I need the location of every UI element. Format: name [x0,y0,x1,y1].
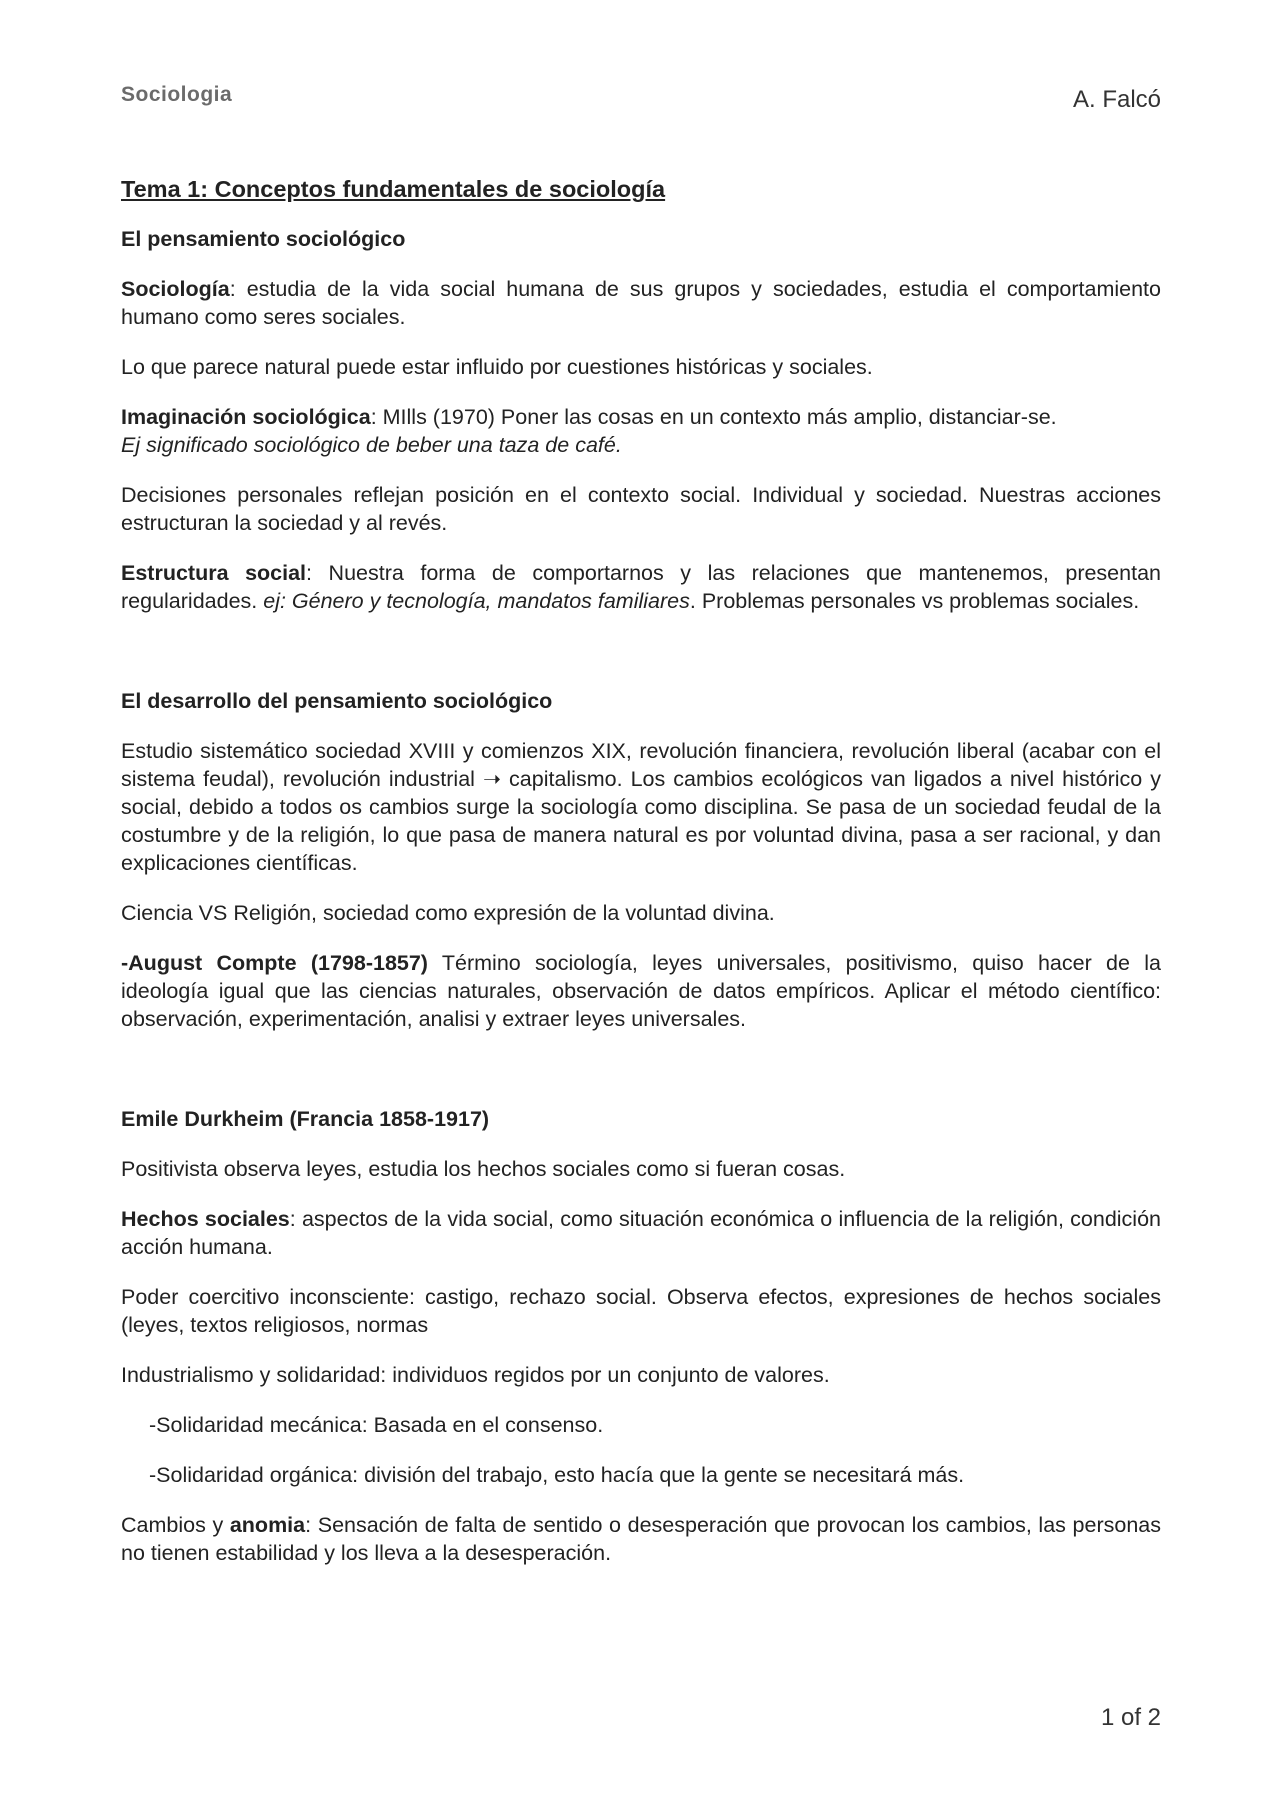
section-spacer [121,1055,1161,1105]
definition-text: : estudia de la vida social humana de sus grupos y sociedades, estudia el comportamiento humano como seres sociales. [121,277,1161,329]
example-text: ej: Género y tecnología, mandatos familiares [263,589,690,613]
term-hechos: Hechos sociales [121,1207,290,1231]
term-estructura: Estructura social [121,561,307,585]
paragraph-ciencia: Ciencia VS Religión, sociedad como expresión de la voluntad divina. [121,901,775,925]
term-anomia: anomia [229,1513,306,1537]
definition-tail: . Problemas personales vs problemas sociales. [689,589,1140,613]
paragraph-hechos [121,1205,1161,1261]
paragraph-estructura [121,559,1161,615]
paragraph-poder: Poder coercitivo inconsciente: castigo, rechazo social. Observa efectos, expresiones de hechos sociales (leyes, textos religiosos, normas [121,1285,1161,1337]
definition-text: Término sociología, leyes universales, positivismo, quiso hacer de la ideología igual que las ciencias naturales, observación de datos empíricos. Aplicar el método científico: observación, experimentación, analisi y extraer leyes universales. [121,951,1161,1031]
paragraph-positivista: Positivista observa leyes, estudia los hechos sociales como si fueran cosas. [121,1157,846,1181]
paragraph-decisiones: Decisiones personales reflejan posición en el contexto social. Individual y sociedad. Nuestras acciones estructuran la sociedad y al revés. [121,483,1161,535]
example-text: Ej significado sociológico de beber una taza de café. [121,433,622,457]
definition-text: : Nuestra forma de comportarnos y las relaciones que mantenemos, presentan regularidades. [121,561,1161,613]
list-item-organica: -Solidaridad orgánica: división del trabajo, esto hacía que la gente se necesitará más. [149,1463,965,1487]
section-heading-durkheim: Emile Durkheim (Francia 1858-1917) [121,1107,490,1131]
header-subject: Sociologia [121,83,233,106]
paragraph-compte [121,949,1161,1033]
page-number: 1 of 2 [1100,1704,1161,1731]
paragraph-estudio: Estudio sistemático sociedad XVIII y comienzos XIX, revolución financiera, revolución liberal (acabar con el sistema feudal), revolución industrial ➝ capitalismo. Los cambios ecológicos van ligados a nivel histórico y social, debido a todos os cambios surge la sociología como disciplina. Se pasa de un sociedad feudal de la costumbre y de la religión, lo que pasa de manera natural es por voluntad divina, pasa a ser racional, y dan explicaciones científicas. [121,739,1161,875]
section-heading-pensamiento: El pensamiento sociológico [121,227,406,251]
term-imaginacion: Imaginación sociológica [121,405,371,429]
definition-text: : MIlls (1970) Poner las cosas en un contexto más amplio, distanciar-se. [370,405,1057,429]
term-compte: -August Compte (1798-1857) [121,951,428,975]
term-sociologia: Sociología [121,277,230,301]
definition-text: : Sensación de falta de sentido o desesperación que provocan los cambios, las personas no tienen estabilidad y los lleva a la desesperación. [121,1513,1161,1565]
document-title: Tema 1: Conceptos fundamentales de sociología [121,176,666,202]
document-body [121,175,1161,1589]
section-spacer [121,637,1161,687]
lead-text: Cambios y [121,1513,230,1537]
list-item-mecanica: -Solidaridad mecánica: Basada en el consenso. [149,1413,604,1437]
section-heading-desarrollo: El desarrollo del pensamiento sociológico [121,689,553,713]
definition-text: : aspectos de la vida social, como situación económica o influencia de la religión, condición acción humana. [121,1207,1161,1259]
header-author: A. Falcó [1072,86,1161,113]
paragraph-natural: Lo que parece natural puede estar influido por cuestiones históricas y sociales. [121,355,873,379]
paragraph-industrialismo: Industrialismo y solidaridad: individuos regidos por un conjunto de valores. [121,1363,830,1387]
paragraph-anomia [121,1511,1161,1567]
paragraph-sociologia [121,275,1161,331]
paragraph-imaginacion [121,403,1161,459]
